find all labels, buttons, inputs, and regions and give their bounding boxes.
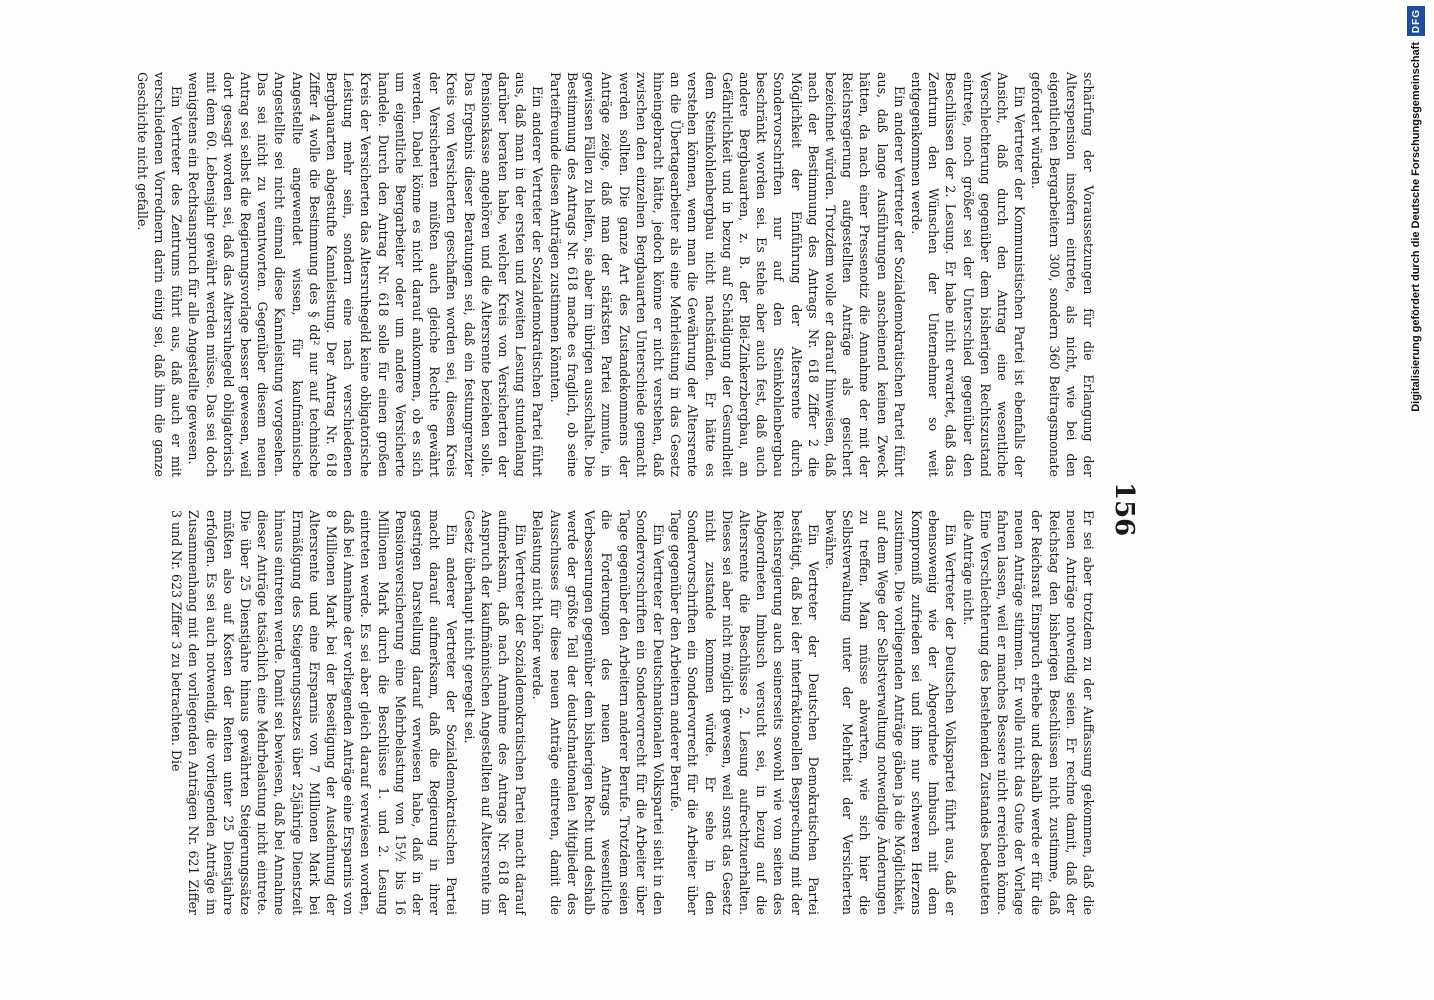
right-column xyxy=(168,510,1097,915)
paragraph: Ein anderer Vertreter der Sozialdemokratischen Partei führt aus, daß man in der ersten und zweiten Lesung stundenlang darüber beraten habe, welcher Kreis von Versicherten der Pensionskasse angehören und die Altersrente beziehen solle. Das Ergebnis dieser Beratungen sei, daß ein festumgrenzter Kreis von Versicherten geschaffen worden sei, diesem Kreis der Versicherten müßten auch gleiche Rechte gewährt werden. Dabei könne es nicht darauf ankommen, ob es sich um eigentliche Bergarbeiter oder um andere Versicherte handele. Durch den Antrag Nr. 618 solle für einen großen Kreis der Versicherten das Altersruhegeld keine obligatorische Leistung mehr sein, sondern eine nach verschiedenen Bergbauarten abgestufte Kannleistung. Der Antrag Nr. 618 Ziffer 4 wolle die Bestimmung des § dd² nur auf technische Angestellte angewendet wissen, für kaufmännische Angestellte sei nicht einmal diese Kannleistung vorgesehen. Das sei nicht zu verantworten. Gegenüber diesem neuen Antrag sei selbst die Regierungsvorlage besser gewesen, weil dort gesagt worden sei, daß das Altersruhegeld obligatorisch mit dem 60. Lebensjahr gewährt werden müsse. Das sei doch wenigstens ein Rechtsanspruch für alle Angestellte gewesen. xyxy=(186,72,546,477)
paragraph: schärfung der Voraussetzungen für die Erlangung der Alterspension insofern eintrete, als nicht, wie bei den eigentlichen Bergarbeitern 300, sondern 360 Beitragsmonate gefordert würden. xyxy=(1029,72,1096,477)
paragraph: Ein Vertreter der Deutschen Volkspartei führt aus, daß er ebensowenig wie der Abgeordnete Imbusch mit dem Kompromiß zufrieden sei und ihm nur schweren Herzens zustimme. Die vorliegenden Anträge gäben ja die Möglichkeit, auf dem Wege der Selbstverwaltung notwendige Änderungen zu treffen. Man müsse abwarten, wie sich hier die Selbstverwaltung unter der Mehrheit der Versicherten bewähre. xyxy=(822,510,959,915)
page-number: 156 xyxy=(1109,482,1139,537)
paragraph: Ein Vertreter des Zentrums führt aus, daß auch er mit verschiedenen Vorrednern darin einig sei, daß ihm die ganze Geschichte nicht gefalle. xyxy=(134,72,185,477)
funding-credit xyxy=(1402,6,1430,476)
paragraph: Er sei aber trotzdem zu der Auffassung gekommen, daß die neuen Anträge notwendig seien. Er rechne damit, daß der Reichstag den bisherigen Beschlüssen nicht zustimme, daß der Reichsrat Einspruch erhebe und deshalb werde er für die neuen Anträge stimmen. Er wolle nicht das Gute der Vorlage fahren lassen, weil er manches Bessere nicht erreichen könne. Eine Verschlechterung des bestehenden Zustandes bedeuteten die Anträge nicht. xyxy=(960,510,1096,915)
credit-text: Digitalisierung gefördert durch die Deutsche Forschungsgemeinschaft xyxy=(1410,42,1422,412)
left-column xyxy=(134,72,1097,477)
paragraph: Ein Vertreter der Sozialdemokratischen Partei macht darauf aufmerksam, daß nach Annahme des Antrags Nr. 618 der Anspruch der kaufmännischen Angestellten auf Altersrente im Gesetz überhaupt nicht geregelt sei. xyxy=(461,510,529,915)
rotated-page xyxy=(134,70,1145,920)
dfg-logo: DFG xyxy=(1407,6,1425,36)
paragraph: Ein anderer Vertreter der Sozialdemokratischen Partei führt aus, daß lange Ausführungen anscheinend keinen Zweck hätten, da nach einer Pressenotiz die Annahme der mit der Reichsregierung aufgestellten Anträge als gesichert bezeichnet würden. Trotzdem wolle er darauf hinweisen, daß nach der Bestimmung des Antrags Nr. 618 Ziffer 2 die Möglichkeit der Einführung der Altersrente durch Sondervorschriften nur auf den Steinkohlenbergbau beschränkt worden sei. Es stehe aber auch fest, daß auch andere Bergbauarten, z. B. der Blei-Zinkerzbergbau, an Gefährlichkeit und in bezug auf Schädigung der Gesundheit dem Steinkohlenbergbau nicht nachständen. Er hätte es verstehen können, wenn man die Gewährung der Altersrente an die Übertagearbeiter als eine Mehrleistung in das Gesetz hineingebracht hätte, jedoch könne er nicht verstehen, daß zwischen den einzelnen Bergbauarten Unterschiede gemacht werden sollten. Die ganze Art des Zustandekommens der Anträge zeige, daß man der stärksten Partei zumute, in gewissen Fällen zu helfen, sie aber im übrigen ausschalte. Die Bestimmung des Antrags Nr. 618 mache es fraglich, ob seine Parteifreunde diesen Anträgen zustimmen könnten. xyxy=(547,72,907,477)
paragraph: Ein Vertreter der Deutschen Demokratischen Partei bestätigt, daß bei der interfraktionellen Besprechung mit der Reichsregierung auch seinerseits sowohl wie von seiten des Abgeordneten Imbusch versucht sei, in bezug auf die Altersrente die Beschlüsse 2. Lesung aufrechtzuerhalten. Dieses sei aber nicht möglich gewesen, weil sonst das Gesetz nicht zustande kommen würde. Er sehe in den Sondervorschriften ein Sondervorrecht für die Arbeiter über Tage gegenüber den Arbeitern anderer Berufe. xyxy=(668,510,821,915)
paragraph: Ein Vertreter der Kommunistischen Partei ist ebenfalls der Ansicht, daß durch den Antrag eine wesentliche Verschlechterung gegenüber dem bisherigen Rechtszustand eintrete, noch größer sei der Unterschied gegenüber den Beschlüssen der 2. Lesung. Er habe nicht erwartet, daß das Zentrum den Wünschen der Unternehmer so weit entgegenkommen werde. xyxy=(908,72,1028,477)
paragraph: Ein Vertreter der Deutschnationalen Volkspartei sieht in den Sondervorschriften ein Sondervorrecht für die Arbeiter über Tage gegenüber den Arbeitern anderer Berufe. Trotzdem seien die Forderungen des neuen Antrags wesentliche Verbesserungen gegenüber dem bisherigen Recht und deshalb werde der größte Teil der deutschnationalen Mitglieder des Ausschusses für diese neuen Anträge eintreten, damit die Belastung nicht höher werde. xyxy=(530,510,666,915)
paragraph: Ein anderer Vertreter der Sozialdemokratischen Partei macht darauf aufmerksam, daß die Regierung in ihrer gestrigen Darstellung darauf verwiesen habe, daß in der Pensionsversicherung eine Mehrbelastung von 15½ bis 16 Millionen Mark durch die Beschlüsse 1. und 2. Lesung eintreten werde. Es sei aber gleich darauf verwiesen worden, daß bei Annahme der vorliegenden Anträge eine Ersparnis von 8 Millionen Mark bei der Beseitigung der Ausdehnung der Altersrente und eine Ersparnis von 7 Millionen Mark bei Ermäßigung des Steigerungssatzes über 25jährige Dienstzeit hinaus eintreten werde. Damit sei bewiesen, daß bei Annahme dieser Anträge tatsächlich eine Mehrbelastung nicht eintrete. Die über 25 Dienstjahre hinaus gewährten Steigerungssätze müßten also auf Kosten der Renten unter 25 Dienstjahre erfolgen. Es sei auch notwendig, die vorliegenden Anträge im Zusammenhang mit den vorliegenden Anträgen Nr. 621 Ziffer 3 und Nr. 623 Ziffer 3 zu betrachten. Die xyxy=(169,510,460,915)
